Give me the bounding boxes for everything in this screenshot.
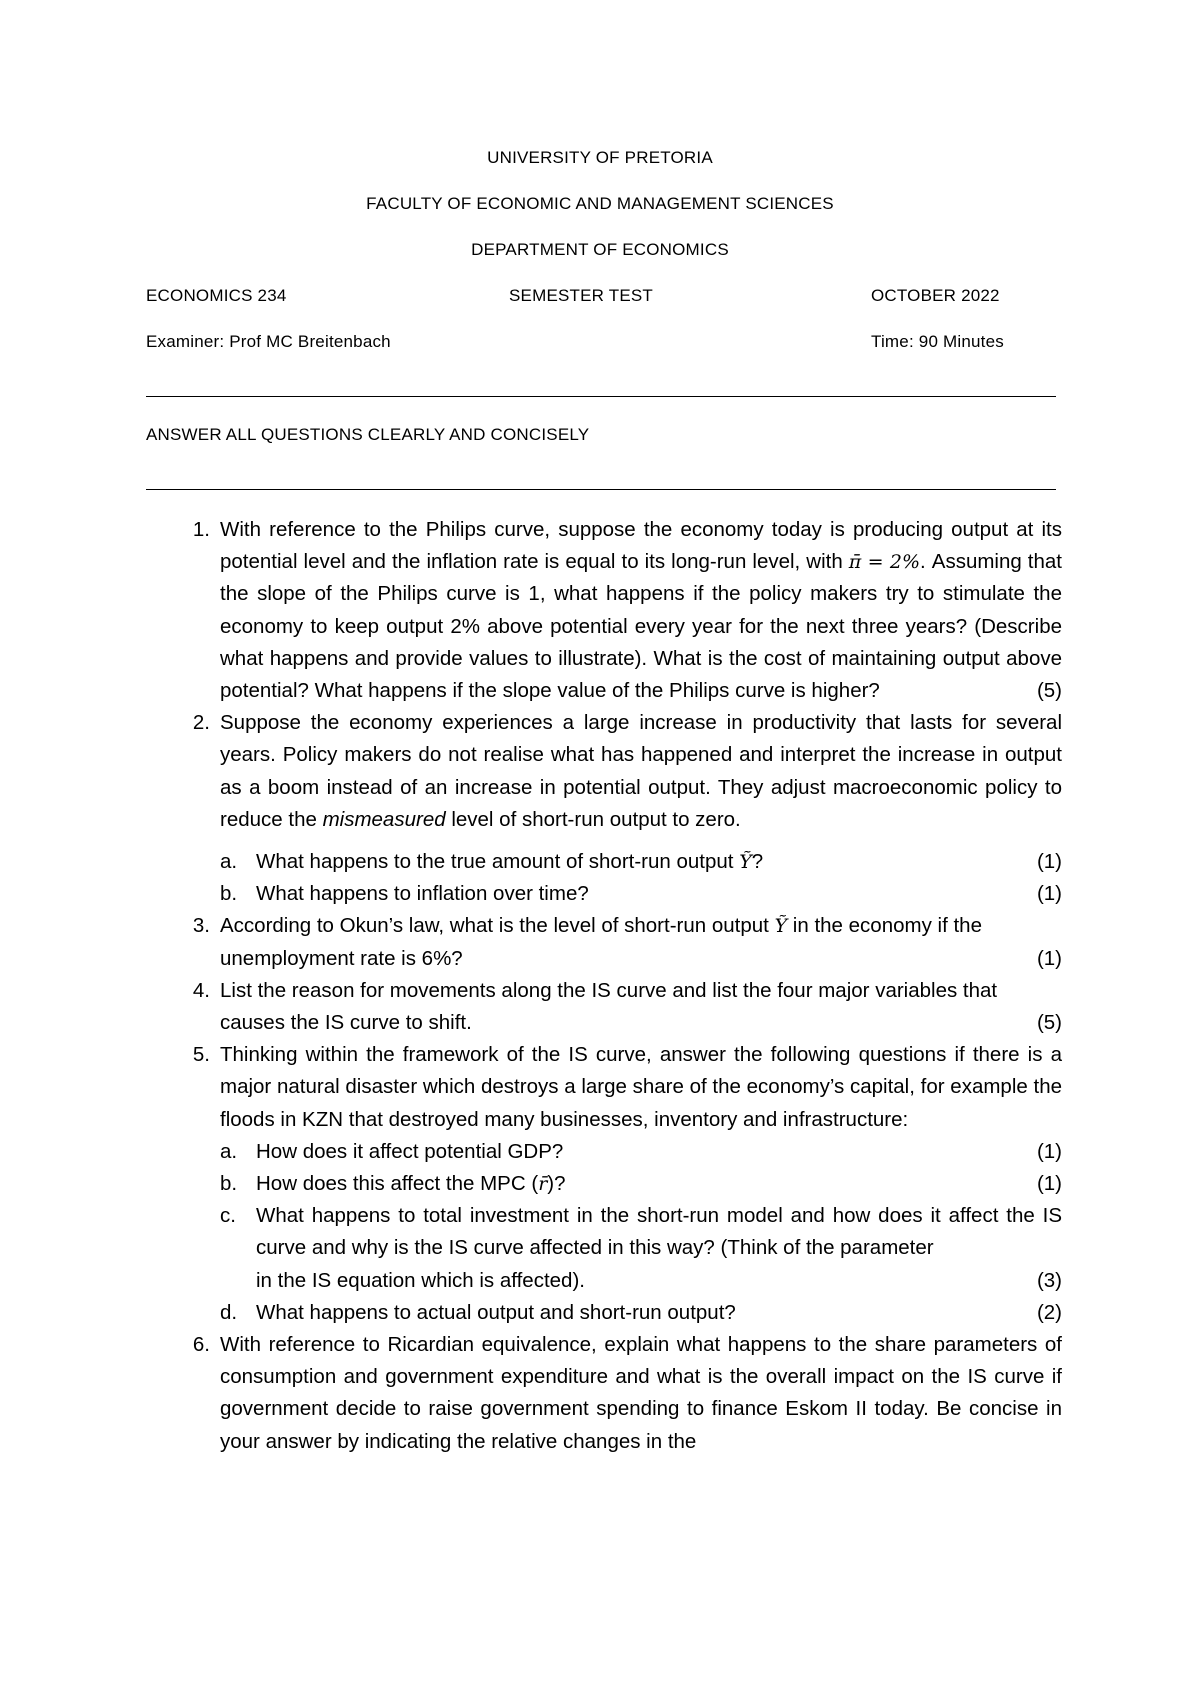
emphasis: mismeasured [322,807,446,831]
question-text: Suppose the economy experiences a large increase in productivity that lasts for several years. Policy makers do not realise what has happened and interpret the increase in output as a boom instead of an increase in potential output. They adjust macroeconomic policy to reduce the mismeasured level of short-run output to zero. [220,711,1062,831]
question-number: 5. [192,1043,210,1067]
question-text: According to Okun’s law, what is the level of short-run output Ỹ in the economy if the [220,914,982,938]
question-text: Thinking within the framework of the IS curve, answer the following questions if there is a major natural disaster which destroys a large share of the economy’s capital, for example the floods in KZN that destroyed many businesses, inventory and infrastructure: [220,1043,1062,1131]
question-marks: (2) [1036,1300,1062,1324]
sub-question-label: a. [220,850,238,874]
faculty-name: FACULTY OF ECONOMIC AND MANAGEMENT SCIENCES [366,194,834,213]
sub-question-list [220,846,1062,910]
question-number: 3. [192,914,210,938]
question-number: 2. [192,711,210,735]
department-name: DEPARTMENT OF ECONOMICS [471,240,729,259]
output-symbol: Ỹ [739,851,752,874]
question-3: 3. According to Okun’s law, what is the level of short-run output Ỹ in the economy if the unemployment rate is 6%? (1) [150,910,1062,974]
sub-question-a: a. How does it affect potential GDP? (1) [220,1136,1062,1168]
question-1 [150,514,1062,707]
examiner: Examiner: Prof MC Breitenbach [146,332,391,351]
question-6 [150,1329,1062,1458]
question-list [150,514,1062,1458]
time-allowed: Time: 90 Minutes [871,332,1004,351]
interest-rate-symbol: r̄ [538,1173,548,1196]
sub-question-label: c. [220,1204,236,1228]
question-marks: (1) [1036,882,1062,906]
divider-bottom [146,489,1056,490]
sub-question-list [220,1136,1062,1329]
test-type: SEMESTER TEST [509,286,653,305]
question-5 [150,1039,1062,1329]
question-text: List the reason for movements along the IS curve and list the four major variables that [220,978,998,1002]
question-marks: (5) [1036,1011,1062,1035]
question-number: 1. [192,518,210,541]
question-marks: (1) [1036,1172,1062,1196]
output-symbol: Ỹ [774,915,788,938]
course-code: ECONOMICS 234 [146,286,287,305]
sub-question-label: a. [220,1139,238,1163]
sub-question-b: b. How does this affect the MPC (r̄)? (1) [220,1168,1062,1200]
question-marks: (3) [1036,1268,1062,1292]
question-marks: (5) [1036,679,1062,703]
sub-question-a: a. What happens to the true amount of short-run output Ỹ? (1) [220,846,1062,878]
instruction: ANSWER ALL QUESTIONS CLEARLY AND CONCISELY [146,425,590,444]
university-name: UNIVERSITY OF PRETORIA [487,148,713,167]
sub-question-c: c. What happens to total investment in the short-run model and how does it affect the IS curve and why is the IS curve affected in this way? (Think of the parameter in the IS equation which is affected). (3) [220,1200,1062,1297]
question-marks: (1) [1036,946,1062,970]
question-marks: (1) [1036,1139,1062,1163]
question-text: With reference to Ricardian equivalence, explain what happens to the share parameters of consumption and government expenditure and what is the overall impact on the IS curve if government decide to raise government spending to finance Eskom II today. Be concise in your answer by indicating the relative changes in the [220,1333,1062,1453]
question-number: 6. [192,1333,210,1357]
sub-question-label: d. [220,1300,238,1324]
divider-top [146,396,1056,397]
sub-question-label: b. [220,882,238,906]
sub-question-b: b. What happens to inflation over time? (1) [220,878,1062,910]
question-4: 4. List the reason for movements along the IS curve and list the four major variables that causes the IS curve to shift. (5) [150,975,1062,1039]
question-text: With reference to the Philips curve, suppose the economy today is producing output at its potential level and the inflation rate is equal to its long-run level, with π̄ = 2%. Assuming that the slope of the Philips curve is 1, what happens if the policy makers try to stimulate the economy to keep output 2% above potential every year for the next three years? (Describe what happens and provide values to illustrate). What is the cost of maintaining output above potential? What happens if the slope value of the Philips curve is higher? (5) [220,514,1062,707]
question-number: 4. [192,978,210,1002]
question-marks: (1) [1036,850,1062,874]
test-date: OCTOBER 2022 [871,286,1000,305]
inflation-symbol: π̄ = 2% [848,551,921,574]
question-2 [150,707,1062,910]
sub-question-d: d. What happens to actual output and short-run output? (2) [220,1297,1062,1329]
sub-question-label: b. [220,1172,238,1196]
